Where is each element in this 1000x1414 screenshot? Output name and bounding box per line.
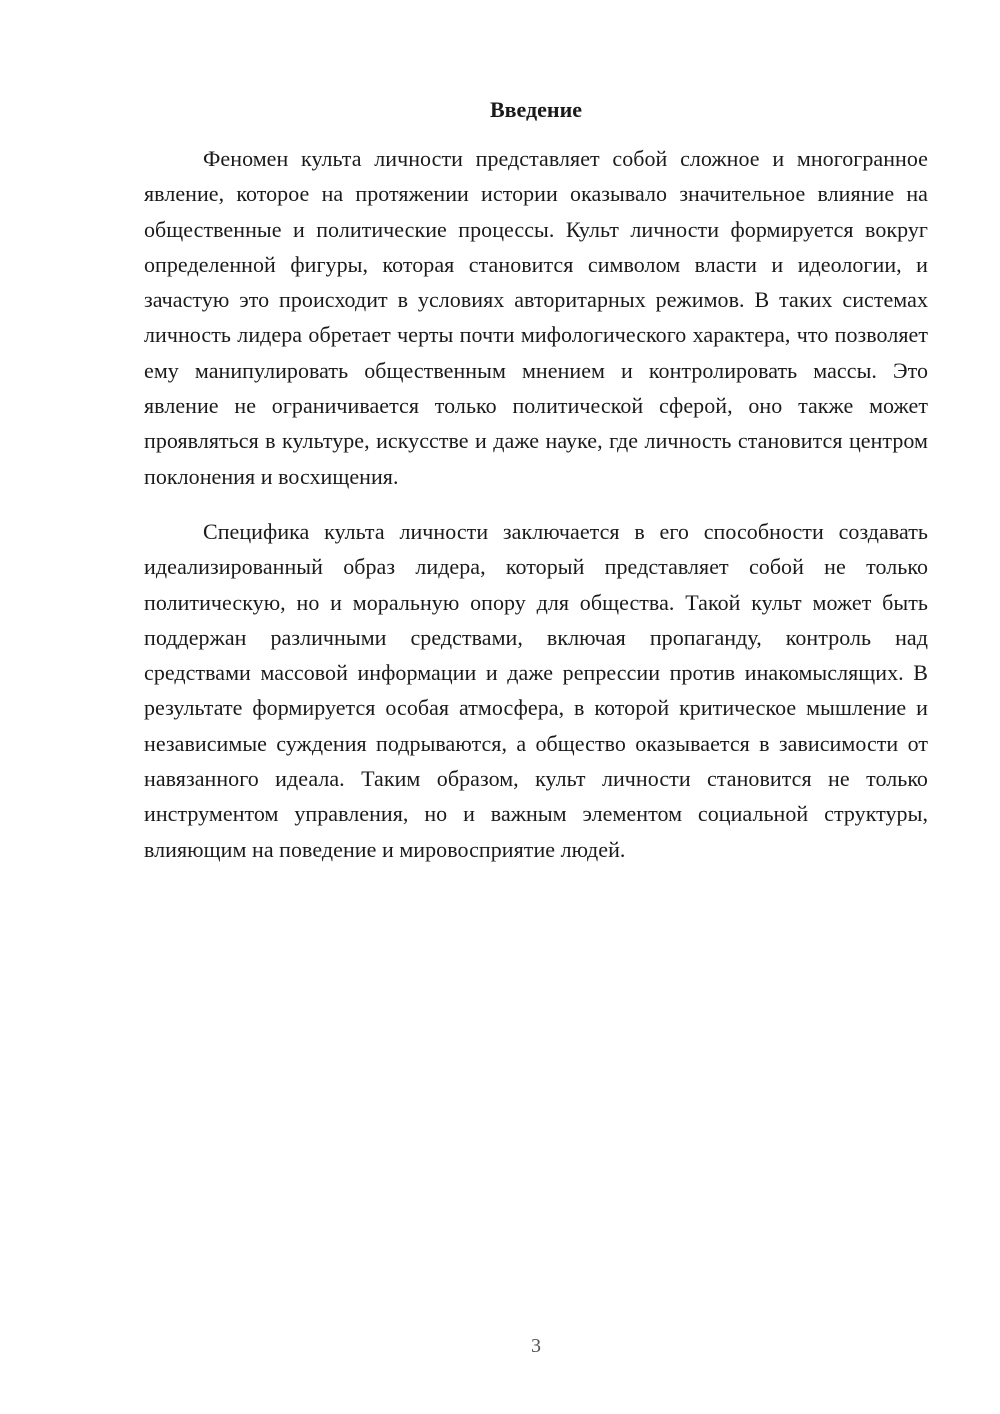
page-number: 3: [531, 1335, 541, 1357]
paragraph-2: Специфика культа личности заключается в его способности создавать идеализированный образ лидера, который представляет собой не только политическую, но и моральную опору для общества. Такой культ может быть поддержан различными средствами, включая пропаганду, контроль над средствами массовой информации и даже репрессии против инакомыслящих. В результате формируется особая атмосфера, в которой критическое мышление и независимые суждения подрываются, а общество оказывается в зависимости от навязанного идеала. Таким образом, культ личности становится не только инструментом управления, но и важным элементом социальной структуры, влияющим на поведение и мировосприятие людей.: [144, 518, 928, 862]
section-heading: Введение: [489, 97, 583, 122]
paragraph-1: Феномен культа личности представляет собой сложное и многогранное явление, которое на протяжении истории оказывало значительное влияние на общественные и политические процессы. Культ личности формируется вокруг определенной фигуры, которая становится символом власти и идеологии, и зачастую это происходит в условиях авторитарных режимов. В таких системах личность лидера обретает черты почти мифологического характера, что позволяет ему манипулировать общественным мнением и контролировать массы. Это явление не ограничивается только политической сферой, оно также может проявляться в культуре, искусстве и даже науке, где личность становится центром поклонения и восхищения.: [144, 146, 928, 489]
document-body: [144, 141, 928, 867]
